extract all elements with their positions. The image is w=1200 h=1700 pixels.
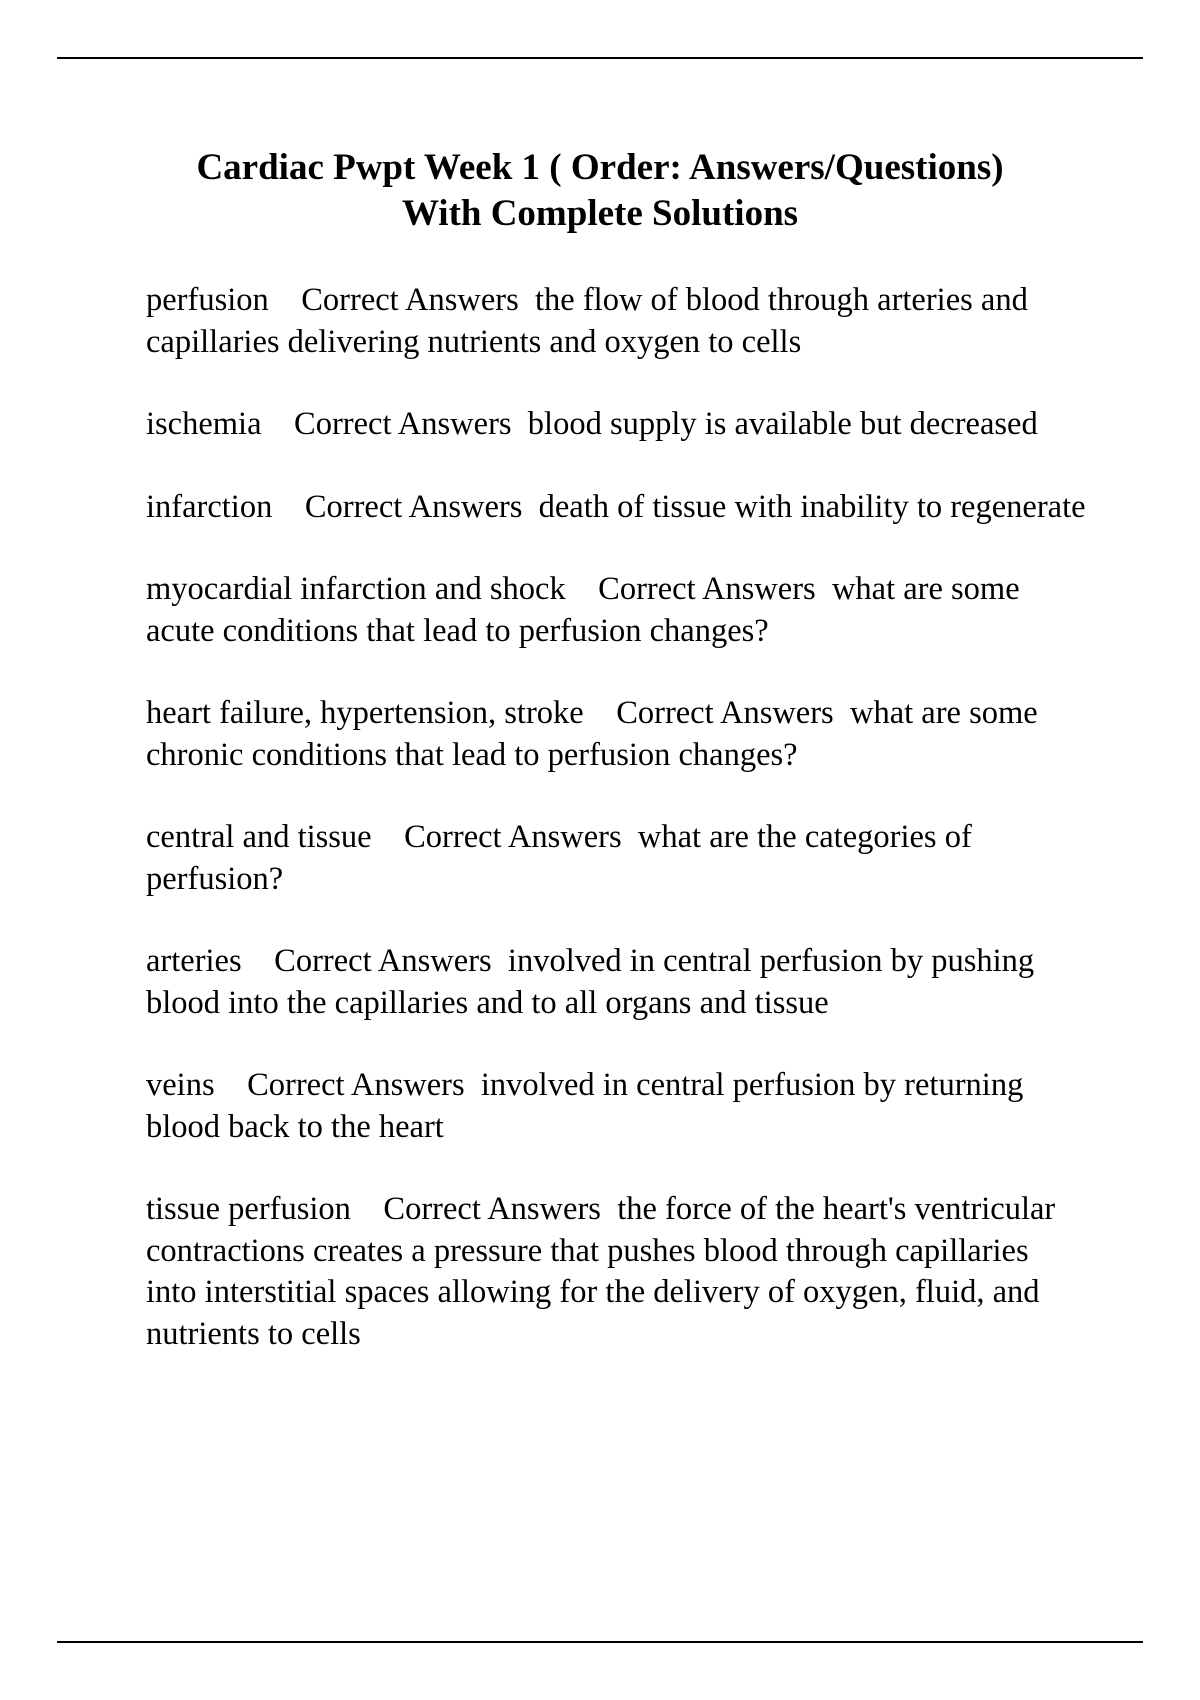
title-line-2: With Complete Solutions: [401, 193, 799, 234]
list-item: [146, 487, 1086, 529]
list-item: [146, 280, 1086, 363]
entry-definition: death of tissue with inability to regenerate: [538, 488, 1086, 525]
footer-rule: [57, 1641, 1143, 1643]
list-item: [146, 404, 1086, 446]
entry-separator: Correct Answers: [301, 282, 519, 318]
entry-definition: what are some chronic conditions that lead to perfusion changes?: [146, 695, 1038, 773]
entry-definition: what are the categories of perfusion?: [146, 819, 972, 897]
list-item: [146, 941, 1086, 1024]
list-item: [146, 1189, 1086, 1355]
entry-definition: what are some acute conditions that lead to perfusion changes?: [146, 571, 1020, 649]
entry-term: ischemia: [146, 406, 262, 442]
entry-term: central and tissue: [146, 819, 372, 855]
list-item: [146, 1065, 1086, 1148]
list-item: [146, 817, 1086, 900]
entry-term: tissue perfusion: [146, 1191, 351, 1227]
entry-separator: Correct Answers: [616, 695, 834, 731]
list-item: [146, 693, 1086, 776]
entry-definition: the flow of blood through arteries and capillaries delivering nutrients and oxygen to cells: [146, 282, 1028, 360]
entry-term: heart failure, hypertension, stroke: [146, 695, 584, 731]
page-title: [100, 145, 1100, 237]
entry-term: arteries: [146, 943, 242, 979]
title-line-1: Cardiac Pwpt Week 1 ( Order: Answers/Questions): [196, 147, 1004, 188]
entry-separator: Correct Answers: [404, 819, 622, 855]
entry-term: infarction: [146, 488, 273, 525]
entry-definition: the force of the heart's ventricular contractions creates a pressure that pushes blood through capillaries into interstitial spaces allowing for the delivery of oxygen, fluid, and nutrients to cells: [146, 1191, 1056, 1352]
entry-definition: involved in central perfusion by pushing blood into the capillaries and to all organs and tissue: [146, 943, 1035, 1021]
entry-separator: Correct Answers: [274, 943, 492, 979]
entry-term: veins: [146, 1067, 215, 1103]
header-rule: [57, 57, 1143, 59]
entry-separator: Correct Answers: [304, 488, 523, 525]
entry-separator: Correct Answers: [294, 406, 512, 442]
entry-definition: blood supply is available but decreased: [527, 406, 1038, 442]
entry-separator: Correct Answers: [598, 571, 816, 607]
entry-separator: Correct Answers: [247, 1067, 465, 1103]
entry-term: myocardial infarction and shock: [146, 571, 566, 607]
entry-term: perfusion: [146, 282, 269, 318]
entry-separator: Correct Answers: [383, 1191, 601, 1227]
entry-definition: involved in central perfusion by returning blood back to the heart: [146, 1067, 1024, 1145]
list-item: [146, 569, 1086, 652]
qa-list: [146, 280, 1086, 1396]
